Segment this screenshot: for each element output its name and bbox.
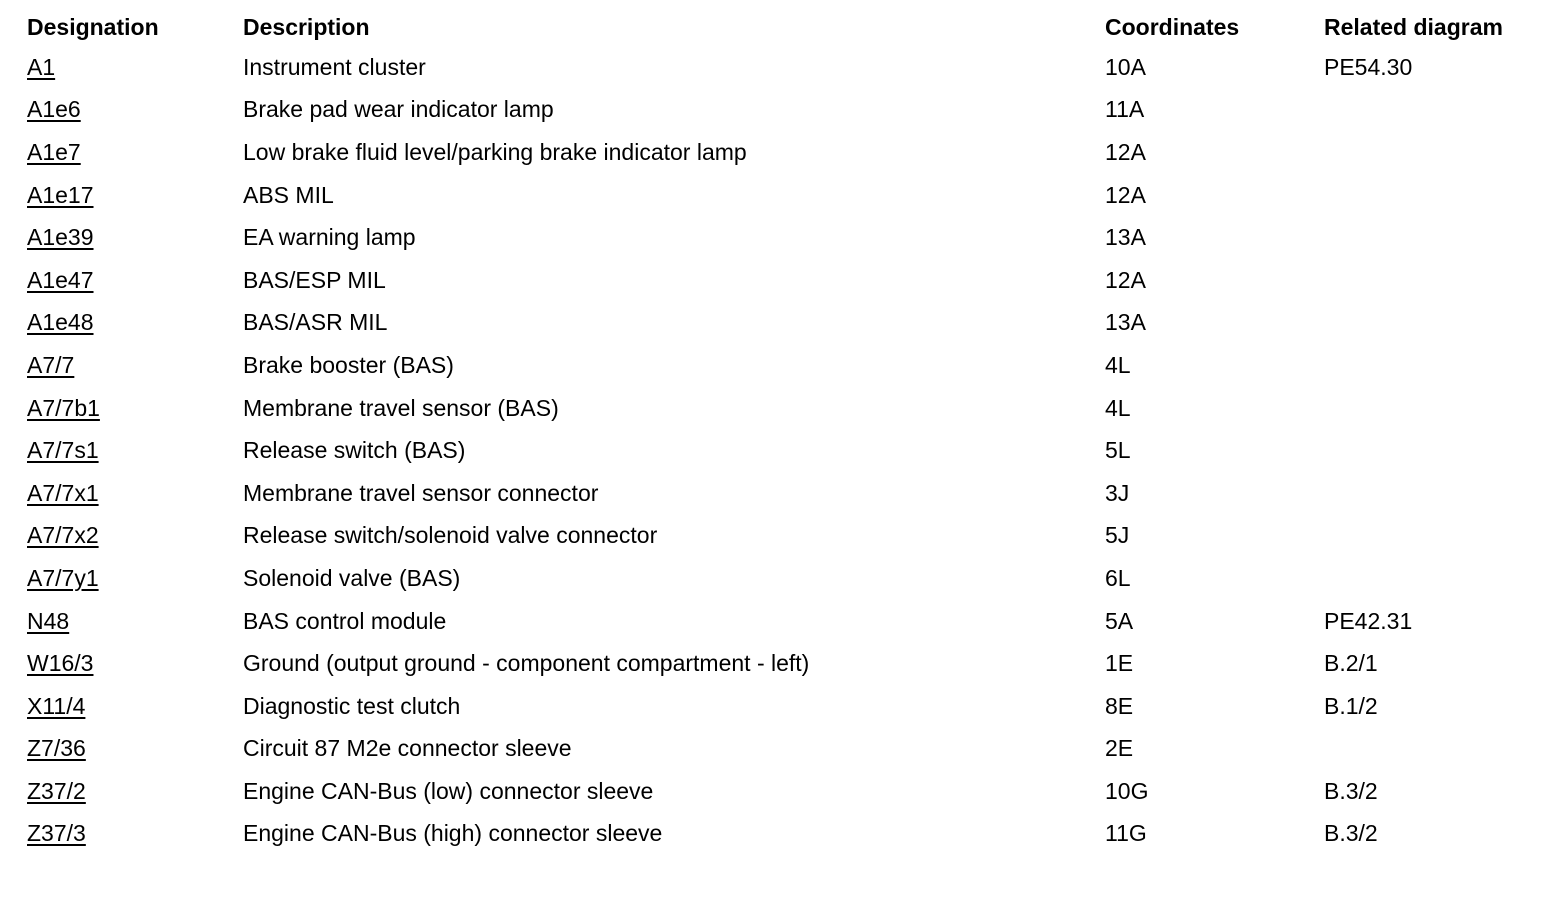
description-cell: Brake pad wear indicator lamp — [243, 96, 554, 123]
description-cell: Solenoid valve (BAS) — [243, 564, 461, 591]
description-cell: Circuit 87 M2e connector sleeve — [243, 735, 572, 762]
coordinates-cell: 10A — [1105, 53, 1146, 80]
table-row — [27, 387, 1557, 430]
designation-cell — [27, 439, 243, 462]
designation-cell — [27, 138, 243, 165]
description-cell: ABS MIL — [243, 181, 334, 208]
coordinates-cell: 12A — [1105, 138, 1146, 165]
description-cell: Diagnostic test clutch — [243, 692, 461, 719]
description-cell: Release switch (BAS) — [243, 437, 466, 464]
related-diagram-cell: B.1/2 — [1324, 692, 1378, 719]
designation-link[interactable]: A7/7s1 — [27, 437, 99, 464]
designation-cell — [27, 53, 243, 80]
coordinates-cell: 3J — [1105, 479, 1130, 506]
designation-cell — [27, 311, 243, 334]
description-cell: Release switch/solenoid valve connector — [243, 522, 658, 549]
coordinates-cell: 11A — [1105, 96, 1145, 123]
coordinates-cell: 11G — [1105, 820, 1147, 847]
coordinates-cell: 2E — [1105, 735, 1134, 762]
description-cell: Brake booster (BAS) — [243, 351, 454, 378]
table-header-row — [27, 8, 1557, 46]
coordinates-cell: 12A — [1105, 181, 1146, 208]
table-row — [27, 89, 1557, 132]
designation-cell — [27, 822, 243, 845]
designation-link[interactable]: W16/3 — [27, 650, 94, 677]
description-cell: BAS/ASR MIL — [243, 309, 388, 336]
description-cell: BAS/ESP MIL — [243, 266, 386, 293]
table-body — [27, 46, 1557, 855]
coordinates-cell: 6L — [1105, 564, 1131, 591]
designation-cell — [27, 266, 243, 293]
description-cell: Membrane travel sensor connector — [243, 479, 599, 506]
table-row — [27, 600, 1557, 643]
table-row — [27, 259, 1557, 302]
table-row — [27, 429, 1557, 472]
designation-link[interactable]: A1e17 — [27, 181, 94, 208]
coordinates-cell: 1E — [1105, 650, 1134, 677]
designation-link[interactable]: A1e7 — [27, 138, 81, 165]
designation-link[interactable]: A7/7y1 — [27, 564, 99, 591]
description-cell: Low brake fluid level/parking brake indicator lamp — [243, 138, 747, 165]
designation-cell — [27, 737, 243, 760]
designation-cell — [27, 394, 243, 421]
designation-link[interactable]: A1e39 — [27, 224, 94, 251]
designation-cell — [27, 181, 243, 208]
designation-link[interactable]: A1e6 — [27, 96, 81, 123]
designation-cell — [27, 564, 243, 591]
coordinates-cell: 4L — [1105, 351, 1131, 378]
component-legend-table — [27, 8, 1557, 855]
description-cell: Membrane travel sensor (BAS) — [243, 394, 559, 421]
description-cell: Instrument cluster — [243, 53, 426, 80]
table-row — [27, 770, 1557, 813]
designation-link[interactable]: A7/7x1 — [27, 479, 99, 506]
table-row — [27, 302, 1557, 345]
coordinates-cell: 8E — [1105, 692, 1134, 719]
related-diagram-cell: PE54.30 — [1324, 53, 1413, 80]
table-row — [27, 728, 1557, 771]
designation-cell — [27, 98, 243, 121]
description-cell: Engine CAN-Bus (high) connector sleeve — [243, 820, 663, 847]
table-row — [27, 557, 1557, 600]
table-row — [27, 515, 1557, 558]
designation-cell — [27, 777, 243, 804]
header-coordinates: Coordinates — [1105, 13, 1240, 40]
designation-link[interactable]: Z37/3 — [27, 820, 86, 847]
designation-cell — [27, 524, 243, 547]
designation-cell — [27, 607, 243, 634]
related-diagram-cell: B.2/1 — [1324, 650, 1378, 677]
header-designation: Designation — [27, 13, 159, 40]
table-row — [27, 46, 1557, 89]
related-diagram-cell: B.3/2 — [1324, 777, 1378, 804]
table-row — [27, 642, 1557, 685]
designation-link[interactable]: A7/7b1 — [27, 394, 100, 421]
designation-link[interactable]: Z37/2 — [27, 777, 86, 804]
header-description: Description — [243, 13, 370, 40]
designation-link[interactable]: A1e48 — [27, 309, 94, 336]
coordinates-cell: 13A — [1105, 309, 1146, 336]
coordinates-cell: 5L — [1105, 437, 1131, 464]
designation-cell — [27, 479, 243, 506]
coordinates-cell: 4L — [1105, 394, 1131, 421]
designation-link[interactable]: A7/7 — [27, 351, 75, 378]
designation-cell — [27, 226, 243, 249]
related-diagram-cell: PE42.31 — [1324, 607, 1413, 634]
table-row — [27, 344, 1557, 387]
coordinates-cell: 13A — [1105, 224, 1146, 251]
designation-link[interactable]: A7/7x2 — [27, 522, 99, 549]
designation-cell — [27, 692, 243, 719]
related-diagram-cell: B.3/2 — [1324, 820, 1378, 847]
designation-link[interactable]: X11/4 — [27, 692, 86, 719]
designation-link[interactable]: A1e47 — [27, 266, 94, 293]
designation-link[interactable]: A1 — [27, 53, 56, 80]
table-row — [27, 472, 1557, 515]
table-row — [27, 813, 1557, 856]
description-cell: Engine CAN-Bus (low) connector sleeve — [243, 777, 654, 804]
table-row — [27, 216, 1557, 259]
header-related-diagram: Related diagram — [1324, 13, 1503, 40]
coordinates-cell: 12A — [1105, 266, 1146, 293]
table-row — [27, 131, 1557, 174]
table-row — [27, 174, 1557, 217]
table-row — [27, 685, 1557, 728]
designation-cell — [27, 351, 243, 378]
description-cell: BAS control module — [243, 607, 447, 634]
designation-link[interactable]: N48 — [27, 607, 70, 634]
designation-link[interactable]: Z7/36 — [27, 735, 86, 762]
description-cell: EA warning lamp — [243, 224, 416, 251]
coordinates-cell: 10G — [1105, 777, 1149, 804]
coordinates-cell: 5J — [1105, 522, 1130, 549]
coordinates-cell: 5A — [1105, 607, 1134, 634]
designation-cell — [27, 652, 243, 675]
description-cell: Ground (output ground - component compartment - left) — [243, 650, 810, 677]
